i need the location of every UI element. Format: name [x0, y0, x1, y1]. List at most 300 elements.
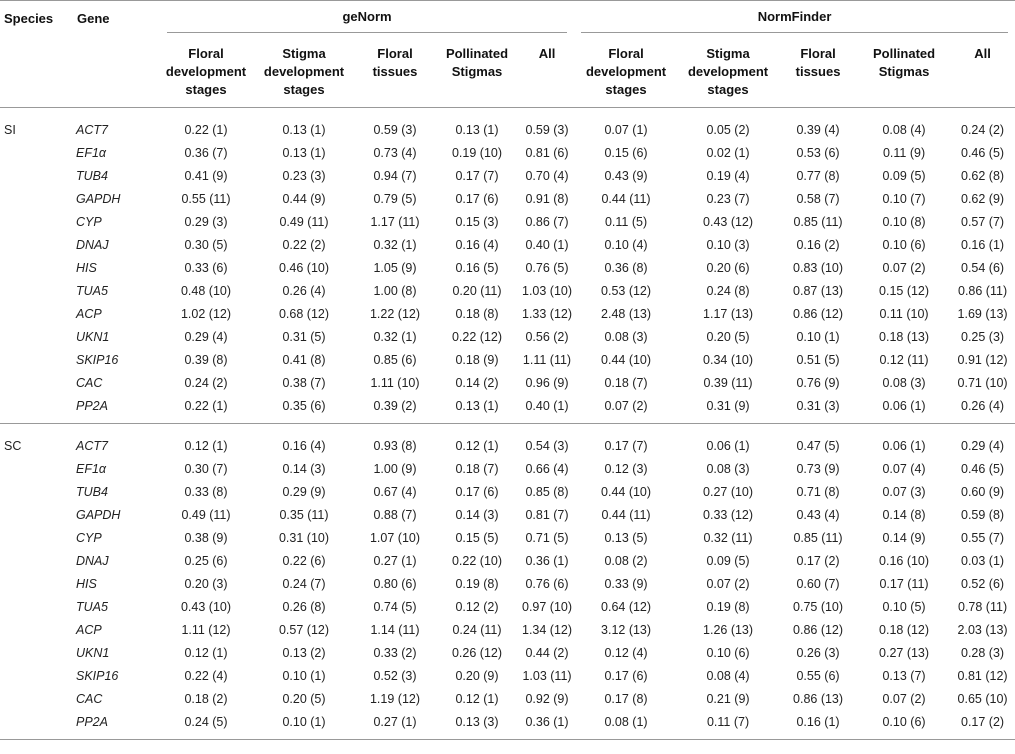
value-cell: 0.16 (1) — [961, 237, 1005, 252]
value-cell: 0.43 (10) — [180, 599, 232, 614]
value-cell: 0.46 (10) — [278, 260, 330, 275]
value-cell: 0.24 (8) — [706, 283, 750, 298]
value-cell: 0.27 (13) — [879, 645, 930, 660]
value-cell: 0.57 (7) — [961, 214, 1005, 229]
value-cell: 0.33 (2) — [373, 645, 417, 660]
value-cell: 0.81 (7) — [525, 507, 569, 522]
gene-cell: GAPDH — [76, 507, 121, 522]
table-row — [0, 164, 1015, 187]
value-cell: 0.12 (1) — [455, 691, 499, 706]
value-cell: 0.85 (6) — [373, 352, 417, 367]
value-cell: 1.14 (11) — [370, 622, 420, 637]
value-cell: 0.20 (5) — [706, 329, 750, 344]
value-cell: 0.10 (5) — [882, 599, 926, 614]
value-cell: 0.14 (3) — [455, 507, 499, 522]
value-cell: 0.15 (5) — [455, 530, 499, 545]
value-cell: 0.14 (9) — [882, 530, 926, 545]
value-cell: 0.10 (4) — [604, 237, 648, 252]
value-cell: 0.76 (5) — [525, 260, 569, 275]
value-cell: 0.26 (4) — [950, 394, 1015, 424]
value-cell: 0.24 (2) — [961, 122, 1005, 137]
value-cell: 0.11 (10) — [879, 306, 929, 321]
value-cell: 0.16 (1) — [778, 710, 858, 740]
value-cell: 0.11 (9) — [882, 145, 926, 160]
value-cell: 0.33 (12) — [703, 507, 754, 522]
table-row — [0, 572, 1015, 595]
value-cell: 0.19 (10) — [451, 145, 503, 160]
value-cell: 0.26 (12) — [451, 645, 503, 660]
value-cell: 0.39 (11) — [703, 375, 753, 390]
value-cell: 0.27 (1) — [373, 553, 417, 568]
value-cell: 0.55 (7) — [961, 530, 1005, 545]
table-row — [0, 526, 1015, 549]
value-cell: 0.53 (6) — [796, 145, 840, 160]
value-cell: 0.17 (6) — [455, 191, 499, 206]
value-cell: 0.44 (10) — [601, 484, 652, 499]
value-cell: 0.56 (2) — [525, 329, 569, 344]
gene-cell: ACT7 — [76, 122, 108, 137]
species-cell — [0, 572, 76, 595]
table-row — [0, 141, 1015, 164]
gene-cell: TUB4 — [76, 484, 108, 499]
value-cell: 0.10 (3) — [706, 237, 750, 252]
value-cell: 0.91 (8) — [525, 191, 569, 206]
gene-cell: CYP — [76, 530, 102, 545]
gene-cell: HIS — [76, 576, 97, 591]
value-cell: 0.08 (3) — [604, 329, 648, 344]
genorm-col-all: All — [520, 39, 574, 108]
gene-cell: TUA5 — [76, 599, 108, 614]
value-cell: 0.13 (5) — [604, 530, 648, 545]
value-cell: 0.35 (11) — [279, 507, 329, 522]
value-cell: 0.77 (8) — [796, 168, 840, 183]
value-cell: 0.23 (3) — [282, 168, 326, 183]
value-cell: 0.08 (4) — [706, 668, 750, 683]
value-cell: 0.28 (3) — [961, 645, 1005, 660]
value-cell: 1.00 (9) — [373, 461, 417, 476]
value-cell: 0.10 (6) — [706, 645, 750, 660]
value-cell: 1.05 (9) — [373, 260, 417, 275]
species-cell — [0, 618, 76, 641]
value-cell: 0.12 (11) — [879, 352, 929, 367]
value-cell: 0.14 (8) — [882, 507, 926, 522]
value-cell: 0.06 (1) — [858, 394, 950, 424]
value-cell: 0.59 (3) — [373, 122, 417, 137]
value-cell: 0.17 (6) — [604, 668, 648, 683]
value-cell: 0.71 (10) — [957, 375, 1008, 390]
value-cell: 0.81 (6) — [525, 145, 569, 160]
value-cell: 0.16 (4) — [282, 438, 326, 453]
value-cell: 0.40 (1) — [520, 394, 574, 424]
value-cell: 0.96 (9) — [525, 375, 569, 390]
value-cell: 0.51 (5) — [796, 352, 840, 367]
gene-cell: TUA5 — [76, 283, 108, 298]
value-cell: 0.29 (4) — [961, 438, 1005, 453]
value-cell: 0.13 (3) — [434, 710, 520, 740]
value-cell: 0.85 (11) — [793, 530, 843, 545]
value-cell: 0.39 (2) — [356, 394, 434, 424]
value-cell: 0.26 (4) — [282, 283, 326, 298]
species-cell — [0, 348, 76, 371]
value-cell: 0.52 (6) — [961, 576, 1005, 591]
value-cell: 1.69 (13) — [957, 306, 1008, 321]
value-cell: 0.06 (1) — [706, 438, 750, 453]
gene-cell: PP2A — [76, 710, 160, 740]
value-cell: 0.11 (5) — [604, 214, 648, 229]
gene-cell: TUB4 — [76, 168, 108, 183]
normfinder-col-floral-development: Floral development stages — [574, 39, 678, 108]
normfinder-label: NormFinder — [757, 8, 832, 24]
value-cell: 1.11 (12) — [181, 622, 231, 637]
value-cell: 0.41 (8) — [282, 352, 326, 367]
value-cell: 0.39 (8) — [184, 352, 228, 367]
value-cell: 0.86 (12) — [793, 306, 844, 321]
value-cell: 0.36 (1) — [525, 553, 569, 568]
table-row — [0, 618, 1015, 641]
value-cell: 0.31 (9) — [678, 394, 778, 424]
value-cell: 0.33 (9) — [604, 576, 648, 591]
value-cell: 0.10 (1) — [252, 710, 356, 740]
value-cell: 1.02 (12) — [180, 306, 232, 321]
genorm-col-stigma-development: Stigma development stages — [252, 39, 356, 108]
value-cell: 0.13 (1) — [455, 122, 499, 137]
value-cell: 0.17 (7) — [604, 438, 648, 453]
value-cell: 0.94 (7) — [373, 168, 417, 183]
species-cell — [0, 210, 76, 233]
header-row-groups — [0, 1, 1015, 40]
gene-cell: ACT7 — [76, 438, 108, 453]
value-cell: 0.44 (11) — [601, 191, 651, 206]
value-cell: 0.24 (5) — [160, 710, 252, 740]
value-cell: 0.07 (2) — [882, 691, 926, 706]
value-cell: 0.74 (5) — [373, 599, 417, 614]
value-cell: 0.18 (7) — [604, 375, 648, 390]
value-cell: 0.32 (11) — [703, 530, 753, 545]
value-cell: 0.57 (12) — [278, 622, 330, 637]
value-cell: 0.32 (1) — [373, 329, 417, 344]
value-cell: 1.34 (12) — [522, 622, 573, 637]
value-cell: 0.30 (5) — [184, 237, 228, 252]
value-cell: 0.34 (10) — [703, 352, 754, 367]
value-cell: 0.46 (5) — [961, 461, 1005, 476]
value-cell: 0.22 (1) — [184, 122, 228, 137]
species-cell — [0, 641, 76, 664]
gene-cell: EF1α — [76, 145, 107, 160]
value-cell: 0.29 (3) — [184, 214, 228, 229]
species-cell — [0, 233, 76, 256]
gene-cell: UKN1 — [76, 329, 110, 344]
value-cell: 0.55 (6) — [796, 668, 840, 683]
value-cell: 0.17 (2) — [950, 710, 1015, 740]
value-cell: 0.22 (2) — [282, 237, 326, 252]
value-cell: 0.10 (6) — [882, 237, 926, 252]
table-row — [0, 595, 1015, 618]
value-cell: 1.11 (10) — [370, 375, 420, 390]
value-cell: 3.12 (13) — [601, 622, 652, 637]
table-row — [0, 503, 1015, 526]
normfinder-col-pollinated-stigmas: Pollinated Stigmas — [858, 39, 950, 108]
species-cell — [0, 687, 76, 710]
value-cell: 0.44 (11) — [601, 507, 651, 522]
value-cell: 0.47 (5) — [796, 438, 840, 453]
value-cell: 0.22 (12) — [451, 329, 503, 344]
value-cell: 0.26 (8) — [282, 599, 326, 614]
value-cell: 0.67 (4) — [373, 484, 417, 499]
value-cell: 0.15 (6) — [604, 145, 648, 160]
value-cell: 0.10 (6) — [858, 710, 950, 740]
gene-cell: ACP — [76, 622, 102, 637]
value-cell: 0.07 (1) — [604, 122, 648, 137]
value-cell: 0.13 (2) — [282, 645, 326, 660]
value-cell: 0.44 (9) — [282, 191, 326, 206]
value-cell: 0.59 (8) — [961, 507, 1005, 522]
value-cell: 0.60 (9) — [961, 484, 1005, 499]
gene-cell: CAC — [76, 375, 103, 390]
table-row — [0, 549, 1015, 572]
value-cell: 0.18 (12) — [879, 622, 930, 637]
value-cell: 0.09 (5) — [882, 168, 926, 183]
value-cell: 0.17 (7) — [455, 168, 499, 183]
gene-cell: UKN1 — [76, 645, 110, 660]
value-cell: 0.02 (1) — [706, 145, 750, 160]
species-cell — [0, 549, 76, 572]
value-cell: 2.03 (13) — [957, 622, 1008, 637]
gene-cell: PP2A — [76, 394, 160, 424]
value-cell: 0.25 (6) — [184, 553, 228, 568]
value-cell: 1.26 (13) — [703, 622, 754, 637]
table-body — [0, 108, 1015, 740]
value-cell: 0.13 (1) — [282, 145, 326, 160]
value-cell: 1.07 (10) — [369, 530, 421, 545]
value-cell: 1.22 (12) — [369, 306, 421, 321]
species-cell — [0, 256, 76, 279]
value-cell: 0.22 (10) — [451, 553, 503, 568]
value-cell: 0.38 (7) — [282, 375, 326, 390]
value-cell: 0.26 (3) — [796, 645, 840, 660]
gene-cell: ACP — [76, 306, 102, 321]
value-cell: 0.22 (1) — [160, 394, 252, 424]
value-cell: 0.05 (2) — [706, 122, 750, 137]
gene-header: Gene — [76, 1, 160, 108]
value-cell: 0.79 (5) — [373, 191, 417, 206]
value-cell: 0.10 (8) — [882, 214, 926, 229]
value-cell: 0.53 (12) — [601, 283, 652, 298]
value-cell: 0.16 (2) — [796, 237, 840, 252]
gene-cell: CYP — [76, 214, 102, 229]
value-cell: 0.17 (2) — [796, 553, 840, 568]
table-row — [0, 457, 1015, 480]
value-cell: 0.09 (5) — [706, 553, 750, 568]
normfinder-col-floral-tissues: Floral tissues — [778, 39, 858, 108]
species-cell — [0, 325, 76, 348]
value-cell: 0.15 (3) — [455, 214, 499, 229]
value-cell: 0.16 (4) — [455, 237, 499, 252]
genorm-rule — [167, 32, 567, 33]
value-cell: 0.78 (11) — [958, 599, 1008, 614]
value-cell: 0.24 (7) — [282, 576, 326, 591]
value-cell: 0.08 (4) — [882, 122, 926, 137]
normfinder-group-header — [574, 1, 1015, 40]
value-cell: 1.17 (11) — [370, 214, 420, 229]
value-cell: 0.88 (7) — [373, 507, 417, 522]
value-cell: 0.38 (9) — [184, 530, 228, 545]
value-cell: 0.19 (8) — [455, 576, 499, 591]
value-cell: 0.29 (4) — [184, 329, 228, 344]
value-cell: 0.73 (4) — [373, 145, 417, 160]
value-cell: 0.83 (10) — [793, 260, 844, 275]
value-cell: 1.11 (11) — [522, 352, 572, 367]
value-cell: 0.22 (4) — [184, 668, 228, 683]
value-cell: 0.66 (4) — [525, 461, 569, 476]
value-cell: 0.25 (3) — [961, 329, 1005, 344]
value-cell: 0.07 (4) — [882, 461, 926, 476]
value-cell: 0.12 (1) — [455, 438, 499, 453]
value-cell: 0.73 (9) — [796, 461, 840, 476]
value-cell: 0.81 (12) — [957, 668, 1008, 683]
value-cell: 0.12 (1) — [184, 645, 228, 660]
table-row — [0, 187, 1015, 210]
species-cell — [0, 503, 76, 526]
species-cell — [0, 371, 76, 394]
value-cell: 0.36 (7) — [184, 145, 228, 160]
species-cell — [0, 279, 76, 302]
value-cell: 0.87 (13) — [793, 283, 844, 298]
value-cell: 0.20 (3) — [184, 576, 228, 591]
value-cell: 0.33 (6) — [184, 260, 228, 275]
value-cell: 0.08 (3) — [882, 375, 926, 390]
value-cell: 0.08 (2) — [604, 553, 648, 568]
value-cell: 0.20 (6) — [706, 260, 750, 275]
value-cell: 0.23 (7) — [706, 191, 750, 206]
value-cell: 0.31 (3) — [778, 394, 858, 424]
value-cell: 0.48 (10) — [180, 283, 232, 298]
value-cell: 1.03 (11) — [522, 668, 572, 683]
value-cell: 0.13 (1) — [434, 394, 520, 424]
species-cell — [0, 480, 76, 503]
species-cell — [0, 141, 76, 164]
value-cell: 0.31 (10) — [278, 530, 330, 545]
value-cell: 0.16 (10) — [879, 553, 930, 568]
value-cell: 0.12 (1) — [184, 438, 228, 453]
value-cell: 0.65 (10) — [957, 691, 1008, 706]
value-cell: 0.36 (1) — [520, 710, 574, 740]
value-cell: 0.13 (1) — [282, 122, 326, 137]
value-cell: 0.93 (8) — [373, 438, 417, 453]
value-cell: 0.17 (8) — [604, 691, 648, 706]
table-row — [0, 371, 1015, 394]
value-cell: 0.14 (2) — [455, 375, 499, 390]
normfinder-rule — [581, 32, 1008, 33]
value-cell: 0.17 (11) — [879, 576, 929, 591]
value-cell: 0.19 (4) — [706, 168, 750, 183]
value-cell: 0.76 (9) — [796, 375, 840, 390]
value-cell: 0.13 (7) — [882, 668, 926, 683]
value-cell: 0.62 (8) — [961, 168, 1005, 183]
species-cell — [0, 302, 76, 325]
value-cell: 0.44 (2) — [525, 645, 569, 660]
value-cell: 0.71 (8) — [796, 484, 840, 499]
genorm-col-floral-tissues: Floral tissues — [356, 39, 434, 108]
value-cell: 0.86 (13) — [793, 691, 844, 706]
value-cell: 0.17 (6) — [455, 484, 499, 499]
value-cell: 0.27 (1) — [356, 710, 434, 740]
species-cell — [0, 664, 76, 687]
table-row — [0, 233, 1015, 256]
value-cell: 0.36 (8) — [604, 260, 648, 275]
table-row — [0, 687, 1015, 710]
value-cell: 0.91 (12) — [957, 352, 1008, 367]
species-cell: SC — [4, 438, 22, 453]
value-cell: 0.43 (12) — [703, 214, 754, 229]
genorm-label: geNorm — [342, 8, 392, 24]
value-cell: 0.20 (5) — [282, 691, 326, 706]
value-cell: 1.17 (13) — [703, 306, 754, 321]
value-cell: 0.80 (6) — [373, 576, 417, 591]
value-cell: 0.10 (1) — [282, 668, 326, 683]
value-cell: 0.64 (12) — [601, 599, 652, 614]
value-cell: 0.55 (11) — [181, 191, 231, 206]
value-cell: 0.40 (1) — [525, 237, 569, 252]
value-cell: 0.97 (10) — [522, 599, 573, 614]
value-cell: 0.86 (12) — [793, 622, 844, 637]
gene-cell: SKIP16 — [76, 668, 119, 683]
value-cell: 0.92 (9) — [525, 691, 569, 706]
value-cell: 0.18 (8) — [455, 306, 499, 321]
normfinder-col-stigma-development: Stigma development stages — [678, 39, 778, 108]
value-cell: 0.59 (3) — [525, 122, 569, 137]
value-cell: 0.07 (2) — [706, 576, 750, 591]
species-header: Species — [0, 1, 76, 108]
value-cell: 0.76 (6) — [525, 576, 569, 591]
table-row — [0, 394, 1015, 424]
value-cell: 0.22 (6) — [282, 553, 326, 568]
value-cell: 0.49 (11) — [181, 507, 231, 522]
normfinder-col-all: All — [950, 39, 1015, 108]
table-row — [0, 325, 1015, 348]
value-cell: 1.33 (12) — [522, 306, 573, 321]
value-cell: 0.07 (3) — [882, 484, 926, 499]
value-cell: 0.52 (3) — [373, 668, 417, 683]
value-cell: 0.11 (7) — [678, 710, 778, 740]
table-row — [0, 348, 1015, 371]
value-cell: 0.07 (2) — [882, 260, 926, 275]
value-cell: 0.18 (13) — [879, 329, 930, 344]
value-cell: 0.10 (7) — [882, 191, 926, 206]
value-cell: 0.32 (1) — [373, 237, 417, 252]
value-cell: 0.14 (3) — [282, 461, 326, 476]
gene-cell: SKIP16 — [76, 352, 119, 367]
value-cell: 0.62 (9) — [961, 191, 1005, 206]
value-cell: 0.54 (6) — [961, 260, 1005, 275]
value-cell: 0.08 (3) — [706, 461, 750, 476]
value-cell: 0.12 (3) — [604, 461, 648, 476]
value-cell: 0.15 (12) — [879, 283, 930, 298]
species-cell — [0, 187, 76, 210]
table-row — [0, 480, 1015, 503]
value-cell: 0.85 (11) — [793, 214, 843, 229]
value-cell: 0.86 (7) — [525, 214, 569, 229]
value-cell: 0.58 (7) — [796, 191, 840, 206]
value-cell: 1.00 (8) — [373, 283, 417, 298]
species-cell — [0, 710, 76, 740]
value-cell: 0.60 (7) — [796, 576, 840, 591]
species-cell — [0, 457, 76, 480]
value-cell: 1.19 (12) — [369, 691, 421, 706]
genorm-col-pollinated-stigmas: Pollinated Stigmas — [434, 39, 520, 108]
value-cell: 0.43 (9) — [604, 168, 648, 183]
value-cell: 0.54 (3) — [525, 438, 569, 453]
value-cell: 1.03 (10) — [522, 283, 573, 298]
